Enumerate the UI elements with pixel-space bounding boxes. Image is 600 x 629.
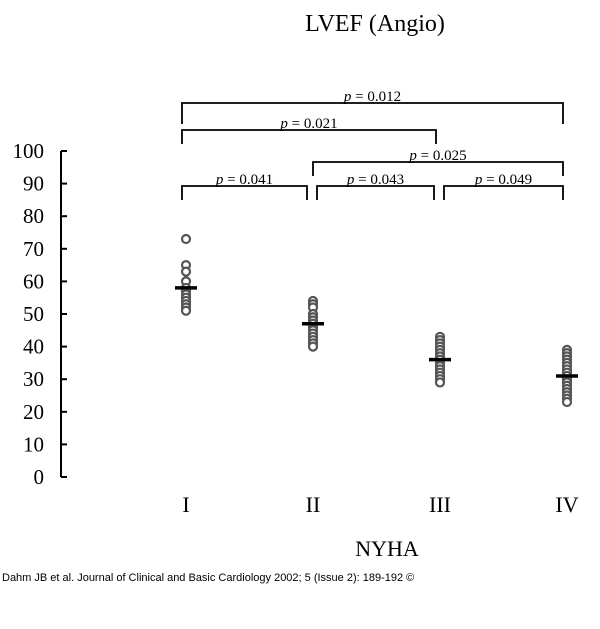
p-value-label: p = 0.025 [409, 148, 467, 164]
significance-bracket [182, 116, 436, 144]
x-tick-label: IV [555, 492, 579, 517]
y-tick-label: 20 [23, 399, 44, 424]
data-point [182, 235, 190, 243]
y-tick-label: 50 [23, 302, 44, 326]
x-axis [182, 492, 578, 517]
significance-brackets [182, 89, 563, 200]
data-point [182, 268, 190, 276]
p-value-label: p = 0.049 [474, 172, 533, 188]
bracket-line [444, 186, 563, 200]
significance-bracket [182, 172, 307, 200]
y-tick-label: 60 [23, 269, 44, 294]
y-tick-label: 30 [23, 367, 44, 392]
significance-bracket [317, 172, 434, 200]
bracket-line [317, 186, 434, 200]
x-tick-label: III [429, 492, 451, 517]
x-tick-label: II [305, 492, 321, 517]
data-group [175, 235, 197, 315]
y-tick-label: 10 [23, 432, 44, 457]
y-tick-label: 80 [23, 204, 44, 229]
data-group [556, 346, 578, 406]
significance-bracket [182, 89, 563, 124]
y-tick-label: 0 [33, 465, 44, 489]
citation-text: Dahm JB et al. Journal of Clinical and Basic Cardiology 2002; 5 (Issue 2): 189-192 © [2, 572, 415, 584]
data-point [309, 343, 317, 351]
data-point [436, 378, 444, 386]
bracket-line [182, 130, 436, 144]
bracket-line [182, 186, 307, 200]
x-axis-title: NYHA [355, 536, 419, 561]
y-tick-label: 100 [12, 139, 44, 163]
p-value-label: p = 0.021 [280, 116, 338, 132]
data-group [429, 333, 451, 387]
chart-title: LVEF (Angio) [305, 11, 445, 37]
y-axis [13, 139, 68, 489]
data-points [175, 235, 578, 406]
p-value-label: p = 0.043 [346, 172, 405, 188]
p-value-label: p = 0.041 [215, 172, 274, 188]
x-tick-label: I [182, 492, 190, 517]
p-value-label: p = 0.012 [343, 89, 402, 105]
data-point [182, 307, 190, 315]
significance-bracket [444, 172, 563, 200]
y-tick-label: 70 [23, 236, 44, 261]
data-group [302, 297, 324, 351]
y-tick-label: 90 [23, 171, 44, 196]
data-point [563, 398, 571, 406]
bracket-line [182, 103, 563, 124]
y-tick-label: 40 [23, 334, 44, 359]
